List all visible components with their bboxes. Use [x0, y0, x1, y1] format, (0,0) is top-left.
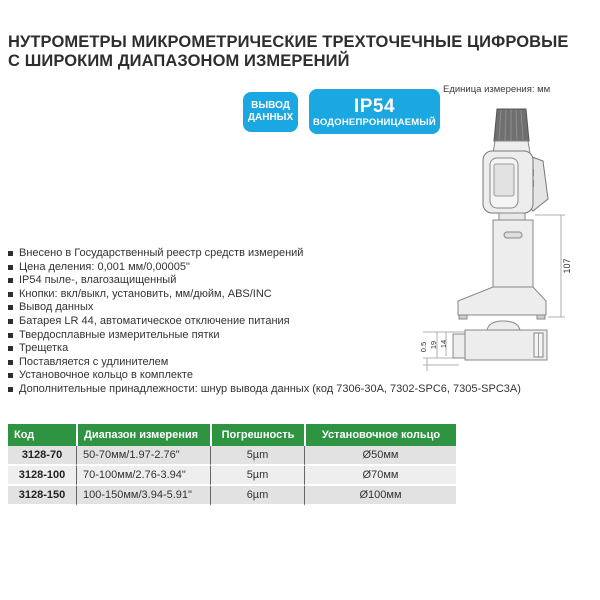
- dimension-14-label: 14: [439, 339, 448, 349]
- feature-list: [8, 247, 568, 397]
- spec-table-header-row: [8, 424, 456, 446]
- dimension-107-label: 107: [562, 258, 572, 274]
- feature-text: Поставляется с удлинителем: [19, 355, 169, 368]
- feature-item: [8, 301, 568, 315]
- bullet-square-icon: [8, 346, 13, 351]
- cell-ring: Ø100мм: [304, 486, 456, 506]
- bullet-square-icon: [8, 305, 13, 310]
- cell-range: 50-70мм/1.97-2.76": [76, 446, 210, 466]
- feature-item: [8, 383, 568, 397]
- cell-range: 70-100мм/2.76-3.94": [76, 466, 210, 486]
- header-ring: Установочное кольцо: [304, 424, 456, 446]
- page-title-line1: НУТРОМЕТРЫ МИКРОМЕТРИЧЕСКИЕ ТРЕХТОЧЕЧНЫЕ ЦИФРОВЫЕ: [8, 33, 569, 51]
- bullet-square-icon: [8, 251, 13, 256]
- feature-item: [8, 247, 568, 261]
- table-row: [8, 446, 456, 466]
- feature-text: Твердосплавные измерительные пятки: [19, 328, 220, 341]
- feature-text: Вывод данных: [19, 301, 94, 314]
- bullet-square-icon: [8, 319, 13, 324]
- cell-accuracy: 5µm: [210, 466, 304, 486]
- cell-accuracy: 5µm: [210, 446, 304, 466]
- feature-text: Батарея LR 44, автоматическое отключение питания: [19, 314, 290, 327]
- bullet-square-icon: [8, 387, 13, 392]
- measurement-unit-note: Единица измерения: мм: [443, 84, 551, 95]
- feature-text: Дополнительные принадлежности: шнур вывода данных (код 7306-30А, 7302-SPC6, 7305-SPC3A): [19, 382, 521, 395]
- dimension-05-label: 0.5: [419, 341, 428, 353]
- ip54-badge-subtitle: ВОДОНЕПРОНИЦАЕМЫЙ: [313, 116, 436, 128]
- feature-text: Внесено в Государственный реестр средств измерений: [19, 247, 304, 259]
- feature-item: [8, 369, 568, 383]
- cell-code: 3128-150: [8, 486, 76, 506]
- data-output-badge: [243, 92, 298, 132]
- page-title: [8, 33, 598, 71]
- page-title-line2: С ШИРОКИМ ДИАПАЗОНОМ ИЗМЕРЕНИЙ: [8, 52, 350, 70]
- cell-accuracy: 6µm: [210, 486, 304, 506]
- bullet-square-icon: [8, 265, 13, 270]
- bullet-square-icon: [8, 360, 13, 365]
- feature-item: [8, 315, 568, 329]
- header-accuracy: Погрешность: [210, 424, 304, 446]
- feature-text: IP54 пыле-, влагозащищенный: [19, 274, 177, 287]
- cell-ring: Ø50мм: [304, 446, 456, 466]
- feature-text: Цена деления: 0,001 мм/0,00005": [19, 260, 190, 273]
- header-code: Код: [8, 424, 76, 446]
- lcd-screen-shape: [494, 164, 514, 196]
- feature-item: [8, 339, 568, 356]
- spec-table: [8, 424, 456, 506]
- bullet-square-icon: [8, 373, 13, 378]
- feature-item: [8, 274, 568, 288]
- feature-text: Установочное кольцо в комплекте: [19, 369, 193, 382]
- feature-text: Трещетка: [19, 342, 69, 355]
- ip54-badge-title: IP54: [353, 95, 396, 117]
- header-range: Диапазон измерения: [76, 424, 210, 446]
- feature-item: [8, 261, 568, 275]
- feature-item: [8, 288, 568, 302]
- data-output-badge-line1: ВЫВОД: [251, 100, 290, 111]
- cell-range: 100-150мм/3.94-5.91": [76, 486, 210, 506]
- stem-slot-shape: [504, 232, 522, 238]
- ratchet-cap-shape: [494, 109, 529, 141]
- feature-item: [8, 329, 568, 343]
- table-row: [8, 466, 456, 486]
- bullet-square-icon: [8, 292, 13, 297]
- feature-text: Кнопки: вкл/выкл, установить, мм/дюйм, ABS/INC: [19, 287, 272, 300]
- cell-code: 3128-100: [8, 466, 76, 486]
- feature-item: [8, 356, 568, 370]
- cell-code: 3128-70: [8, 446, 76, 466]
- data-output-badge-line2: ДАННЫХ: [247, 112, 294, 123]
- cell-ring: Ø70мм: [304, 466, 456, 486]
- bullet-square-icon: [8, 278, 13, 283]
- dimension-19-label: 19: [429, 340, 438, 350]
- table-row: [8, 486, 456, 506]
- collar-shape: [499, 213, 525, 220]
- bullet-square-icon: [8, 333, 13, 338]
